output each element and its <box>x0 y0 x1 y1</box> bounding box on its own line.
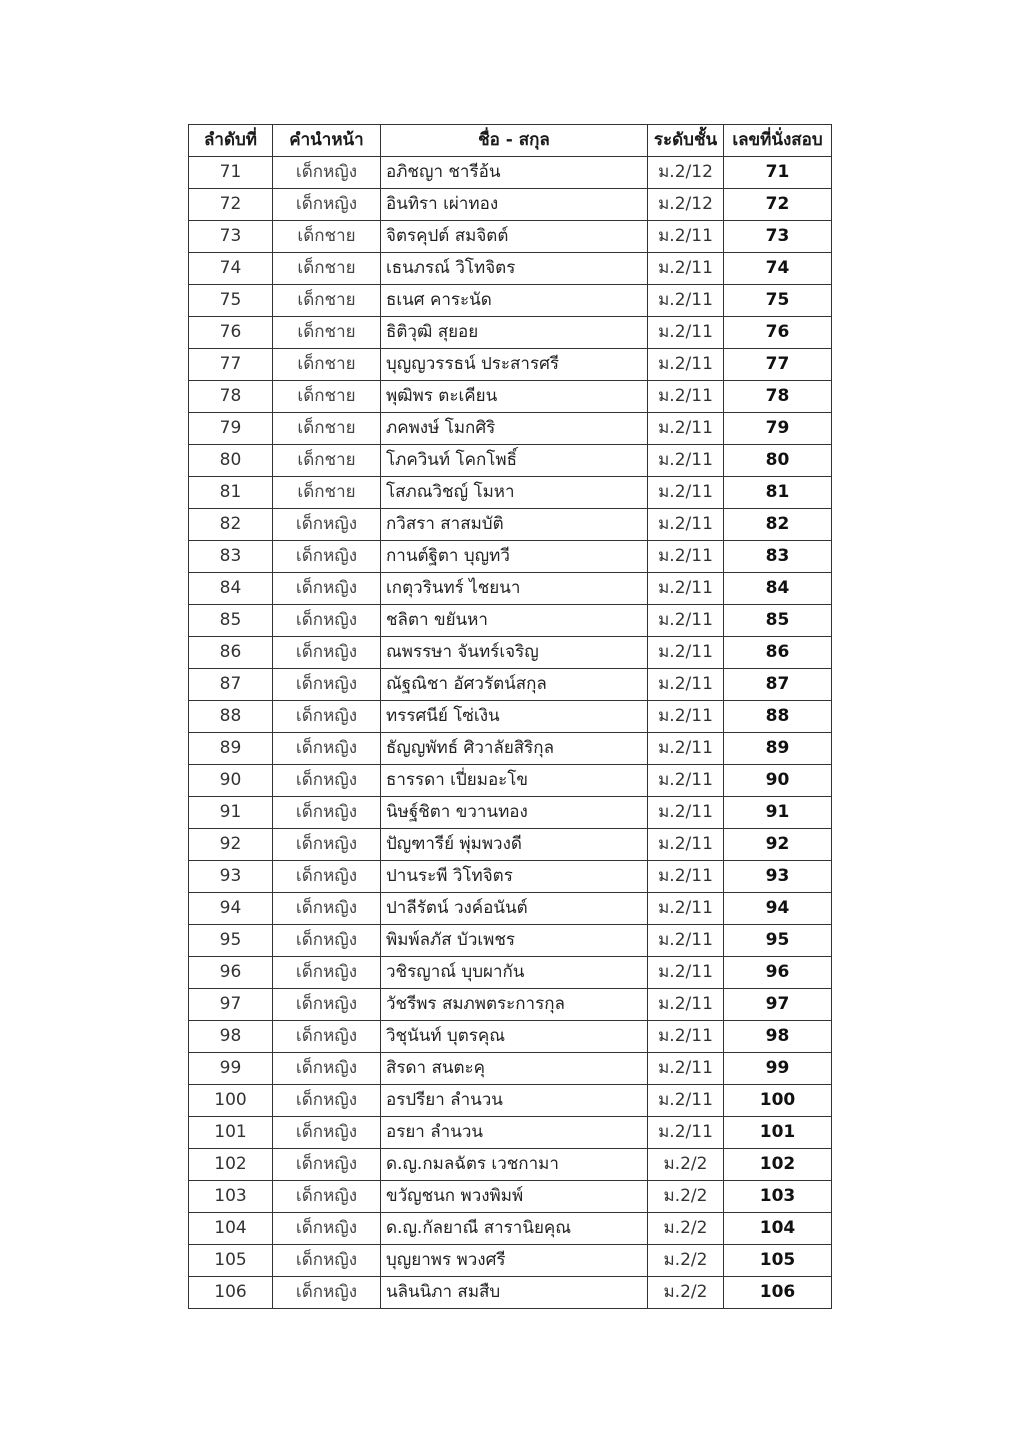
cell-no: 103 <box>189 1181 273 1213</box>
cell-level: ม.2/11 <box>648 381 724 413</box>
cell-seat: 73 <box>724 221 832 253</box>
cell-no: 96 <box>189 957 273 989</box>
table-row <box>189 861 832 893</box>
cell-prefix: เด็กหญิง <box>273 1085 381 1117</box>
cell-prefix: เด็กหญิง <box>273 989 381 1021</box>
cell-seat: 92 <box>724 829 832 861</box>
header-level: ระดับชั้น <box>648 125 724 157</box>
cell-prefix: เด็กหญิง <box>273 1149 381 1181</box>
cell-level: ม.2/2 <box>648 1277 724 1309</box>
cell-seat: 98 <box>724 1021 832 1053</box>
cell-name: โสภณวิชญ์ โมหา <box>381 477 648 509</box>
cell-seat: 94 <box>724 893 832 925</box>
cell-no: 84 <box>189 573 273 605</box>
cell-prefix: เด็กชาย <box>273 253 381 285</box>
cell-seat: 93 <box>724 861 832 893</box>
cell-name: ภคพงษ์ โมกศิริ <box>381 413 648 445</box>
cell-name: นิษฐ์ชิตา ขวานทอง <box>381 797 648 829</box>
cell-name: ณัฐณิชา อัศวรัตน์สกุล <box>381 669 648 701</box>
cell-level: ม.2/11 <box>648 861 724 893</box>
cell-name: ปาลีรัตน์ วงค์อนันต์ <box>381 893 648 925</box>
cell-level: ม.2/11 <box>648 733 724 765</box>
cell-level: ม.2/11 <box>648 1085 724 1117</box>
cell-prefix: เด็กหญิง <box>273 701 381 733</box>
cell-prefix: เด็กชาย <box>273 381 381 413</box>
cell-seat: 76 <box>724 317 832 349</box>
cell-no: 94 <box>189 893 273 925</box>
cell-prefix: เด็กหญิง <box>273 957 381 989</box>
cell-name: อินทิรา เผ่าทอง <box>381 189 648 221</box>
table-row <box>189 925 832 957</box>
cell-prefix: เด็กหญิง <box>273 541 381 573</box>
cell-name: ธารรดา เปี่ยมอะโข <box>381 765 648 797</box>
cell-prefix: เด็กชาย <box>273 317 381 349</box>
cell-prefix: เด็กหญิง <box>273 1181 381 1213</box>
cell-name: พุฒิพร ตะเคียน <box>381 381 648 413</box>
cell-no: 89 <box>189 733 273 765</box>
cell-no: 87 <box>189 669 273 701</box>
cell-seat: 103 <box>724 1181 832 1213</box>
cell-prefix: เด็กหญิง <box>273 733 381 765</box>
table-header-row <box>189 125 832 157</box>
cell-seat: 79 <box>724 413 832 445</box>
cell-seat: 89 <box>724 733 832 765</box>
cell-level: ม.2/11 <box>648 765 724 797</box>
cell-no: 81 <box>189 477 273 509</box>
cell-prefix: เด็กหญิง <box>273 861 381 893</box>
student-table <box>188 124 832 1309</box>
cell-prefix: เด็กหญิง <box>273 1213 381 1245</box>
cell-no: 105 <box>189 1245 273 1277</box>
cell-no: 97 <box>189 989 273 1021</box>
cell-no: 72 <box>189 189 273 221</box>
cell-no: 83 <box>189 541 273 573</box>
cell-level: ม.2/11 <box>648 477 724 509</box>
cell-name: วัชรีพร สมภพตระการกุล <box>381 989 648 1021</box>
cell-seat: 102 <box>724 1149 832 1181</box>
cell-seat: 91 <box>724 797 832 829</box>
cell-name: ธิติวุฒิ สุยอย <box>381 317 648 349</box>
cell-name: สิรดา สนตะคุ <box>381 1053 648 1085</box>
cell-no: 76 <box>189 317 273 349</box>
cell-seat: 80 <box>724 445 832 477</box>
table-row <box>189 381 832 413</box>
cell-seat: 90 <box>724 765 832 797</box>
cell-name: ทรรศนีย์ โซ่เงิน <box>381 701 648 733</box>
table-row <box>189 477 832 509</box>
cell-no: 102 <box>189 1149 273 1181</box>
cell-seat: 74 <box>724 253 832 285</box>
cell-seat: 100 <box>724 1085 832 1117</box>
cell-level: ม.2/11 <box>648 1117 724 1149</box>
cell-prefix: เด็กหญิง <box>273 157 381 189</box>
table-row <box>189 1053 832 1085</box>
cell-level: ม.2/11 <box>648 253 724 285</box>
cell-seat: 71 <box>724 157 832 189</box>
cell-name: กานต์ฐิตา บุญทวี <box>381 541 648 573</box>
cell-seat: 88 <box>724 701 832 733</box>
cell-no: 100 <box>189 1085 273 1117</box>
cell-name: เกตุวรินทร์ ไชยนา <box>381 573 648 605</box>
table-row <box>189 893 832 925</box>
cell-level: ม.2/11 <box>648 957 724 989</box>
cell-prefix: เด็กชาย <box>273 285 381 317</box>
cell-no: 90 <box>189 765 273 797</box>
table-row <box>189 829 832 861</box>
cell-level: ม.2/2 <box>648 1213 724 1245</box>
table-row <box>189 1117 832 1149</box>
cell-name: ขวัญชนก พวงพิมพ์ <box>381 1181 648 1213</box>
table-body <box>189 157 832 1309</box>
cell-seat: 78 <box>724 381 832 413</box>
cell-seat: 96 <box>724 957 832 989</box>
cell-level: ม.2/11 <box>648 509 724 541</box>
cell-name: ด.ญ.กัลยาณี สารานิยคุณ <box>381 1213 648 1245</box>
cell-seat: 82 <box>724 509 832 541</box>
table-row <box>189 1085 832 1117</box>
cell-prefix: เด็กหญิง <box>273 669 381 701</box>
cell-level: ม.2/2 <box>648 1149 724 1181</box>
cell-prefix: เด็กหญิง <box>273 765 381 797</box>
cell-level: ม.2/11 <box>648 669 724 701</box>
table-row <box>189 317 832 349</box>
table-row <box>189 445 832 477</box>
cell-name: บุญยาพร พวงศรี <box>381 1245 648 1277</box>
table-row <box>189 1149 832 1181</box>
cell-seat: 101 <box>724 1117 832 1149</box>
cell-seat: 95 <box>724 925 832 957</box>
cell-no: 79 <box>189 413 273 445</box>
table-row <box>189 605 832 637</box>
cell-seat: 106 <box>724 1277 832 1309</box>
cell-level: ม.2/11 <box>648 221 724 253</box>
cell-prefix: เด็กชาย <box>273 349 381 381</box>
cell-prefix: เด็กชาย <box>273 477 381 509</box>
cell-no: 91 <box>189 797 273 829</box>
table-row <box>189 701 832 733</box>
cell-no: 73 <box>189 221 273 253</box>
cell-level: ม.2/11 <box>648 989 724 1021</box>
cell-no: 71 <box>189 157 273 189</box>
cell-prefix: เด็กชาย <box>273 413 381 445</box>
cell-level: ม.2/12 <box>648 189 724 221</box>
cell-name: ชลิตา ขยันหา <box>381 605 648 637</box>
cell-no: 78 <box>189 381 273 413</box>
cell-seat: 86 <box>724 637 832 669</box>
cell-level: ม.2/11 <box>648 285 724 317</box>
cell-level: ม.2/11 <box>648 797 724 829</box>
cell-seat: 77 <box>724 349 832 381</box>
cell-level: ม.2/11 <box>648 573 724 605</box>
cell-name: อรยา ลำนวน <box>381 1117 648 1149</box>
table-row <box>189 1181 832 1213</box>
cell-seat: 85 <box>724 605 832 637</box>
cell-no: 98 <box>189 1021 273 1053</box>
cell-level: ม.2/11 <box>648 1021 724 1053</box>
cell-level: ม.2/11 <box>648 637 724 669</box>
table-row <box>189 637 832 669</box>
cell-seat: 104 <box>724 1213 832 1245</box>
cell-name: บุญญวรรธน์ ประสารศรี <box>381 349 648 381</box>
cell-prefix: เด็กหญิง <box>273 893 381 925</box>
cell-level: ม.2/11 <box>648 1053 724 1085</box>
cell-no: 95 <box>189 925 273 957</box>
cell-prefix: เด็กหญิง <box>273 925 381 957</box>
header-prefix: คำนำหน้า <box>273 125 381 157</box>
table-row <box>189 253 832 285</box>
table-row <box>189 765 832 797</box>
cell-seat: 97 <box>724 989 832 1021</box>
cell-level: ม.2/11 <box>648 445 724 477</box>
table-row <box>189 285 832 317</box>
cell-no: 80 <box>189 445 273 477</box>
cell-prefix: เด็กหญิง <box>273 1021 381 1053</box>
header-name: ชื่อ - สกุล <box>381 125 648 157</box>
cell-seat: 87 <box>724 669 832 701</box>
cell-prefix: เด็กหญิง <box>273 1117 381 1149</box>
cell-seat: 81 <box>724 477 832 509</box>
cell-name: นลินนิภา สมสืบ <box>381 1277 648 1309</box>
cell-level: ม.2/11 <box>648 829 724 861</box>
cell-level: ม.2/11 <box>648 541 724 573</box>
cell-level: ม.2/12 <box>648 157 724 189</box>
header-no: ลำดับที่ <box>189 125 273 157</box>
cell-name: วชิรญาณ์ บุบผากัน <box>381 957 648 989</box>
cell-level: ม.2/11 <box>648 605 724 637</box>
cell-no: 93 <box>189 861 273 893</box>
cell-name: ธัญญพัทธ์ ศิวาลัยสิริกุล <box>381 733 648 765</box>
table-row <box>189 573 832 605</box>
cell-level: ม.2/11 <box>648 893 724 925</box>
cell-no: 88 <box>189 701 273 733</box>
table-row <box>189 221 832 253</box>
cell-prefix: เด็กหญิง <box>273 1245 381 1277</box>
cell-prefix: เด็กหญิง <box>273 573 381 605</box>
cell-prefix: เด็กหญิง <box>273 829 381 861</box>
cell-name: อภิชญา ชารีอ้น <box>381 157 648 189</box>
cell-name: ปานระพี วิโทจิตร <box>381 861 648 893</box>
table-row <box>189 541 832 573</box>
cell-no: 92 <box>189 829 273 861</box>
cell-level: ม.2/11 <box>648 925 724 957</box>
table-row <box>189 669 832 701</box>
cell-name: พิมพ์ลภัส บัวเพชร <box>381 925 648 957</box>
cell-seat: 99 <box>724 1053 832 1085</box>
cell-prefix: เด็กหญิง <box>273 637 381 669</box>
cell-seat: 72 <box>724 189 832 221</box>
cell-prefix: เด็กหญิง <box>273 509 381 541</box>
cell-seat: 105 <box>724 1245 832 1277</box>
cell-prefix: เด็กหญิง <box>273 1277 381 1309</box>
cell-name: กวิสรา สาสมบัติ <box>381 509 648 541</box>
cell-name: เธนภรณ์ วิโทจิตร <box>381 253 648 285</box>
cell-no: 106 <box>189 1277 273 1309</box>
table-row <box>189 797 832 829</box>
cell-name: อรปรียา ลำนวน <box>381 1085 648 1117</box>
table-row <box>189 957 832 989</box>
cell-no: 77 <box>189 349 273 381</box>
table-row <box>189 1277 832 1309</box>
cell-no: 85 <box>189 605 273 637</box>
table-row <box>189 189 832 221</box>
header-seat: เลขที่นั่งสอบ <box>724 125 832 157</box>
cell-no: 74 <box>189 253 273 285</box>
table-row <box>189 1245 832 1277</box>
table-row <box>189 733 832 765</box>
cell-prefix: เด็กหญิง <box>273 1053 381 1085</box>
cell-prefix: เด็กชาย <box>273 221 381 253</box>
cell-name: ปัญฑารีย์ พุ่มพวงดี <box>381 829 648 861</box>
cell-no: 99 <box>189 1053 273 1085</box>
exam-seat-list <box>188 124 831 1309</box>
table-row <box>189 1213 832 1245</box>
table-row <box>189 157 832 189</box>
cell-level: ม.2/11 <box>648 701 724 733</box>
cell-prefix: เด็กหญิง <box>273 797 381 829</box>
cell-name: วิชุนันท์ บุตรคุณ <box>381 1021 648 1053</box>
cell-prefix: เด็กชาย <box>273 445 381 477</box>
cell-seat: 75 <box>724 285 832 317</box>
cell-name: ธเนศ คาระนัด <box>381 285 648 317</box>
cell-no: 104 <box>189 1213 273 1245</box>
cell-level: ม.2/11 <box>648 317 724 349</box>
cell-level: ม.2/2 <box>648 1181 724 1213</box>
cell-prefix: เด็กหญิง <box>273 189 381 221</box>
cell-name: จิตรคุปต์ สมจิตต์ <box>381 221 648 253</box>
table-row <box>189 1021 832 1053</box>
cell-name: โภควินท์ โคกโพธิ์ <box>381 445 648 477</box>
table-row <box>189 509 832 541</box>
table-row <box>189 413 832 445</box>
cell-no: 82 <box>189 509 273 541</box>
table-row <box>189 349 832 381</box>
table-row <box>189 989 832 1021</box>
cell-level: ม.2/2 <box>648 1245 724 1277</box>
cell-level: ม.2/11 <box>648 349 724 381</box>
cell-seat: 83 <box>724 541 832 573</box>
cell-name: ณพรรษา จันทร์เจริญ <box>381 637 648 669</box>
cell-prefix: เด็กหญิง <box>273 605 381 637</box>
cell-seat: 84 <box>724 573 832 605</box>
cell-no: 75 <box>189 285 273 317</box>
cell-level: ม.2/11 <box>648 413 724 445</box>
cell-name: ด.ญ.กมลฉัตร เวชกามา <box>381 1149 648 1181</box>
cell-no: 86 <box>189 637 273 669</box>
cell-no: 101 <box>189 1117 273 1149</box>
